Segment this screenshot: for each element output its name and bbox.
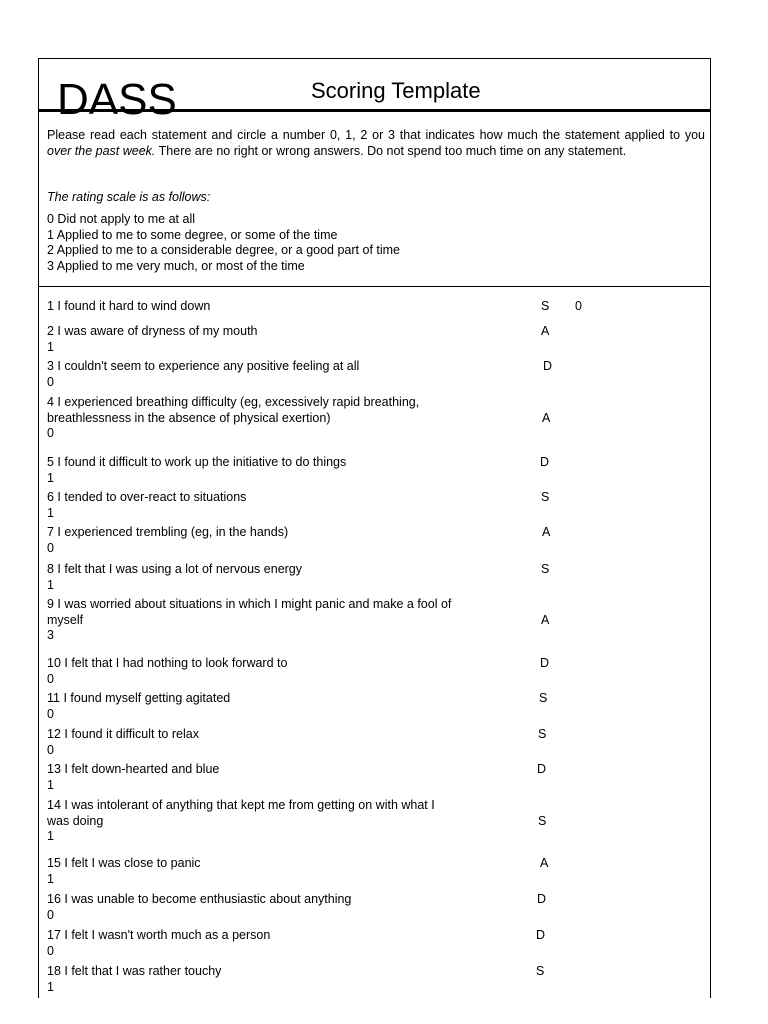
list-item [47,490,697,521]
item-response: 1 [47,871,54,886]
list-item [47,727,697,758]
list-item [47,324,697,355]
item-response: 1 [47,470,54,485]
item-category: A [542,525,551,539]
item-statement: 10 I felt that I had nothing to look forward to [47,656,288,670]
item-response: 0 [47,374,54,389]
item-response: 0 [47,907,54,922]
item-score: 0 [575,299,582,313]
rating-scale-option: 0 Did not apply to me at all [47,212,195,226]
item-category: S [541,562,550,576]
item-category: S [538,814,547,828]
instructions-text-end: There are no right or wrong answers. Do not spend too much time on any statement. [155,144,627,158]
item-response: 1 [47,829,54,843]
instructions-emphasis: over the past week. [47,144,156,158]
section-divider [39,286,710,287]
item-category: A [541,324,550,338]
item-response: 0 [47,426,54,440]
item-statement: 18 I felt that I was rather touchy [47,964,222,978]
rating-scale-option: 2 Applied to me to a considerable degree, or a good part of time [47,243,401,257]
item-statement: 17 I felt I wasn't worth much as a person [47,928,271,942]
item-statement: 16 I was unable to become enthusiastic about anything [47,892,352,906]
item-statement: 3 I couldn't seem to experience any positive feeling at all [47,359,360,373]
list-item [47,691,697,722]
list-item [47,856,697,887]
item-statement: 1 I found it hard to wind down [47,299,211,313]
item-response: 1 [47,339,54,354]
item-response: 0 [47,706,54,721]
item-category: D [543,359,553,373]
item-statement: 6 I tended to over-react to situations [47,490,247,504]
item-response: 1 [47,505,54,520]
item-category: D [540,656,550,670]
item-statement: 2 I was aware of dryness of my mouth [47,324,258,338]
rating-scale-list [47,212,400,274]
list-item [47,762,697,793]
item-category: D [540,455,550,469]
item-category: S [541,299,550,313]
list-item [47,928,697,959]
list-item [47,299,697,315]
item-category: D [537,892,547,906]
list-item [47,562,697,593]
item-statement: 5 I found it difficult to work up the initiative to do things [47,455,347,469]
item-category: S [536,964,545,978]
item-response: 1 [47,777,54,792]
item-response: 0 [47,742,54,757]
item-response: 0 [47,540,54,555]
list-item [47,525,697,556]
rating-scale-option: 1 Applied to me to some degree, or some of the time [47,227,338,242]
item-statement: 11 I found myself getting agitated [47,691,231,705]
item-response: 1 [47,577,54,592]
rating-scale-heading: The rating scale is as follows: [47,190,211,204]
item-category: S [541,490,550,504]
item-statement: 7 I experienced trembling (eg, in the hands) [47,525,289,539]
item-response: 0 [47,943,54,958]
list-item [47,798,697,845]
list-item [47,359,697,390]
dass-logo: DASS [57,75,177,124]
list-item [47,656,697,687]
title-divider [39,109,710,112]
item-statement: 12 I found it difficult to relax [47,727,199,741]
page-title: Scoring Template [311,78,481,103]
item-category: A [541,613,550,627]
instructions-paragraph [47,127,705,159]
item-response: 0 [47,671,54,686]
list-item [47,597,697,644]
item-category: A [540,856,549,870]
item-category: S [539,691,548,705]
list-item [47,455,697,486]
item-statement: 4 I experienced breathing difficulty (eg, excessively rapid breathing, breathlessness in the absence of physical exertion) [47,395,420,425]
item-response: 1 [47,979,54,994]
item-response: 3 [47,628,54,642]
item-category: A [542,411,551,425]
item-statement: 13 I felt down-hearted and blue [47,762,220,776]
item-category: D [536,928,546,942]
item-category: S [538,727,547,741]
item-category: D [537,762,547,776]
list-item [47,395,697,442]
item-statement: 14 I was intolerant of anything that kept me from getting on with what I was doing [47,798,435,828]
item-statement: 15 I felt I was close to panic [47,856,201,870]
rating-scale-option: 3 Applied to me very much, or most of the time [47,258,305,273]
item-statement: 9 I was worried about situations in which I might panic and make a fool of myself [47,597,452,627]
instructions-text-start: Please read each statement and circle a number 0, 1, 2 or 3 that indicates how much the statement applied to you [47,128,705,142]
list-item [47,892,697,923]
item-statement: 8 I felt that I was using a lot of nervous energy [47,562,303,576]
scoring-template-frame [38,58,711,998]
list-item [47,964,697,995]
